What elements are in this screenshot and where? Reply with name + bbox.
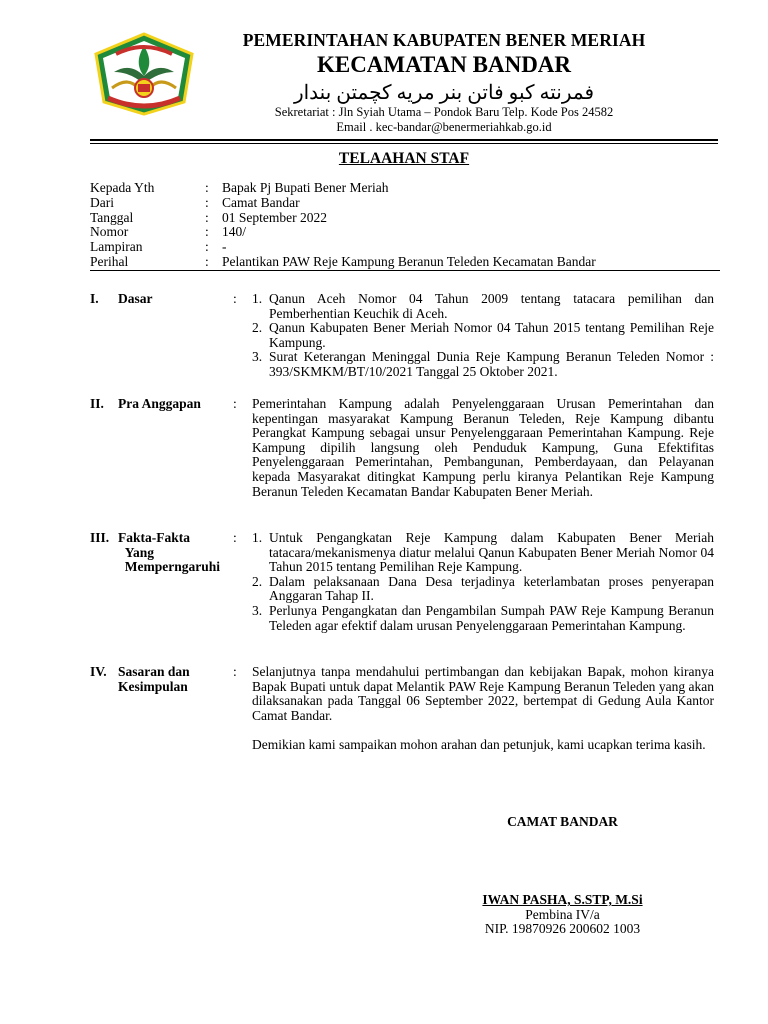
letterhead-rule-thin	[90, 143, 718, 144]
closing-paragraph: Demikian kami sampaikan mohon arahan dan petunjuk, kami ucapkan terima kasih.	[252, 736, 706, 752]
address-line: Sekretariat : Jln Syiah Utama – Pondok Baru Telp. Kode Pos 24582	[274, 105, 614, 119]
email-line: Email . kec-bandar@benermeriahkab.go.id	[336, 120, 552, 134]
meta-colon: :	[205, 209, 209, 225]
district-name-arabic: فمرنته كبو فاتن بنر مريه كچمتن بندار	[293, 82, 595, 104]
section-heading: Pra Anggapan	[118, 396, 201, 411]
district-name: KECAMATAN BANDAR	[316, 52, 572, 77]
meta-row-dari	[90, 196, 720, 211]
section-heading: Fakta-Fakta Yang Memperngaruhi	[118, 530, 220, 575]
list-item: 3. Perlunya Pengangkatan dan Pengambilan Sumpah PAW Reje Kampung Beranun Teleden agar efektif dalam urusan Penyelenggaraan Pemerintahan Kampung.	[252, 602, 714, 633]
regency-logo	[92, 32, 196, 116]
section-body	[252, 292, 714, 380]
paragraph: Pemerintahan Kampung adalah Penyelenggaraan Urusan Pemerintahan dan kepentingan masyarakat Kampung Beranun Teleden, Reje Kampung dibantu Perangkat Kampung sebagai unsur Penyelenggaraan Pemerintahan Kampung. Reje Kampung dipilih langsung oleh Penduduk Kampung, Guna Efektifitas Penyelenggaraan Pemerintahan, Pembangunan, Pemberdayaan, dan Pelayanan kepada Masyarakat ditingkat Kampung perlu kiranya Pelantikan Reje Kampung Beranun Teleden Kecamatan Bandar Kabupaten Bener Meriah.	[252, 396, 714, 499]
list-item: 2. Qanun Kabupaten Bener Meriah Nomor 04 Tahun 2015 tentang Pemilihan Reje Kampung.	[252, 320, 714, 350]
meta-row-perihal	[90, 255, 720, 270]
document-title: TELAAHAN STAF	[338, 150, 470, 167]
section-number: III.	[90, 530, 110, 545]
meta-row-kepada	[90, 181, 720, 196]
meta-colon: :	[205, 180, 209, 195]
list-item: 1. Qanun Aceh Nomor 04 Tahun 2009 tentang tatacara pemilihan dan Pemberhentian Keuchik di Aceh.	[252, 291, 714, 321]
meta-value: Pelantikan PAW Reje Kampung Beranun Teleden Kecamatan Bandar	[222, 253, 596, 269]
section-number: I.	[90, 291, 99, 306]
section-number: II.	[90, 396, 104, 411]
meta-value: Camat Bandar	[222, 194, 300, 210]
meta-colon: :	[205, 239, 209, 255]
meta-colon: :	[205, 194, 209, 210]
section-colon: :	[233, 664, 237, 679]
letterhead-rule-thick	[90, 139, 718, 141]
government-name: PEMERINTAHAN KABUPATEN BENER MERIAH	[242, 30, 646, 50]
meta-value: -	[222, 239, 227, 255]
section-body	[252, 397, 714, 499]
meta-label: Tanggal	[90, 209, 134, 225]
meta-label: Lampiran	[90, 239, 143, 255]
list-item: 3. Surat Keterangan Meninggal Dunia Reje Kampung Beranun Teleden Nomor : 393/SKMKM/BT/10/2021 Tanggal 25 Oktober 2021.	[252, 349, 714, 379]
section-number: IV.	[90, 664, 107, 679]
meta-value: 140/	[222, 224, 247, 240]
section-body	[252, 531, 714, 633]
signatory-nip: NIP. 19870926 200602 1003	[484, 921, 641, 936]
meta-colon: :	[205, 253, 209, 269]
meta-colon: :	[205, 224, 209, 240]
section-colon: :	[233, 291, 237, 306]
signatory-position: CAMAT BANDAR	[507, 814, 618, 829]
meta-label: Dari	[90, 194, 114, 210]
meta-block	[90, 181, 720, 270]
meta-row-lampiran	[90, 240, 720, 255]
meta-label: Kepada Yth	[90, 180, 155, 195]
section-body	[252, 665, 714, 753]
section-heading: Sasaran dan Kesimpulan	[118, 664, 190, 694]
meta-value: 01 September 2022	[222, 209, 327, 225]
paragraph: Selanjutnya tanpa mendahului pertimbangan dan kebijakan Bapak, mohon kiranya Bapak Bupati untuk dapat Melantik PAW Reje Kampung Beranun Teleden yang akan dilaksanakan pada Tanggal 06 September 2022, bertempat di Gedung Aula Kantor Camat Bandar.	[252, 664, 714, 723]
meta-label: Perihal	[90, 253, 129, 269]
section-heading: Dasar	[118, 291, 153, 306]
signatory-name: IWAN PASHA, S.STP, M.Si	[482, 892, 643, 907]
section-colon: :	[233, 530, 237, 545]
meta-label: Nomor	[90, 224, 129, 240]
section-colon: :	[233, 396, 237, 411]
meta-value: Bapak Pj Bupati Bener Meriah	[222, 180, 389, 195]
meta-divider	[90, 270, 720, 271]
list-item: 2. Dalam pelaksanaan Dana Desa terjadinya keterlambatan proses penyerapan Anggaran Tahap II.	[252, 573, 714, 604]
signatory-rank: Pembina IV/a	[525, 907, 600, 922]
meta-row-nomor	[90, 225, 720, 240]
meta-row-tanggal	[90, 211, 720, 226]
list-item: 1. Untuk Pengangkatan Reje Kampung dalam Kabupaten Bener Meriah tatacara/mekanismenya diatur melalui Qanun Kabupaten Bener Meriah Nomor 04 Tahun 2015 tentang Pemilihan Reje Kampung.	[252, 530, 714, 575]
